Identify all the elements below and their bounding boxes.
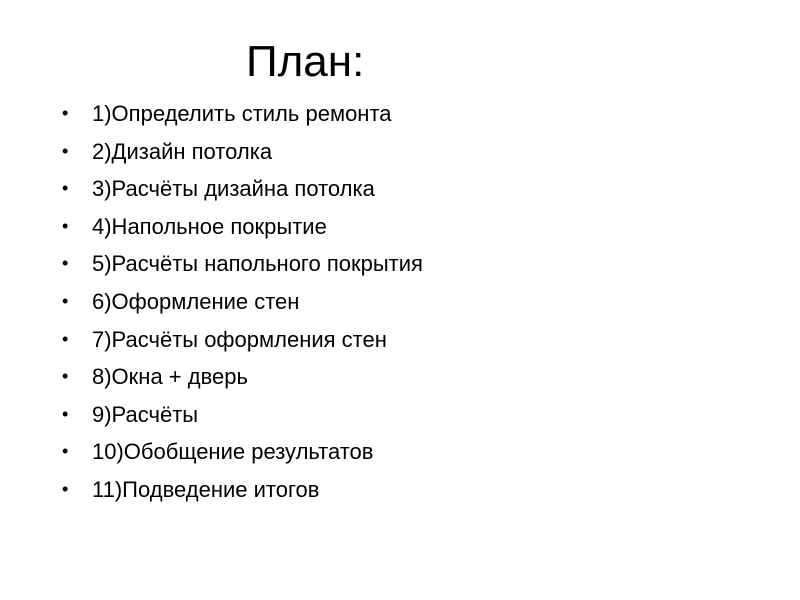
bullet-icon: • — [62, 140, 69, 161]
bullet-icon: • — [62, 103, 69, 123]
bullet-icon: • — [62, 366, 69, 387]
list-item-text: 11)Подведение итогов — [92, 476, 320, 502]
list-item — [56, 358, 423, 396]
list-item-text: 6)Оформление стен — [92, 288, 300, 314]
bullet-icon: • — [62, 178, 69, 199]
bullet-icon: • — [62, 478, 69, 499]
plan-list — [56, 95, 423, 509]
bullet-icon: • — [62, 403, 69, 424]
list-item — [56, 133, 423, 171]
list-item-text: 1)Определить стиль ремонта — [92, 101, 392, 126]
list-item — [56, 471, 423, 509]
list-item — [56, 433, 423, 471]
list-item-text: 8)Окна + дверь — [92, 364, 248, 390]
list-item-text: 7)Расчёты оформления стен — [92, 326, 387, 352]
list-item-text: 9)Расчёты — [92, 401, 199, 427]
list-item-text: 2)Дизайн потолка — [92, 138, 273, 164]
list-item — [56, 321, 423, 359]
list-item-text: 3)Расчёты дизайна потолка — [92, 176, 375, 202]
list-item — [56, 283, 423, 321]
bullet-icon: • — [62, 441, 69, 462]
bullet-icon: • — [62, 328, 69, 349]
slide-title: План: — [246, 37, 365, 86]
list-item-text: 10)Обобщение результатов — [92, 439, 374, 465]
list-item — [56, 208, 423, 246]
bullet-icon: • — [62, 290, 69, 311]
list-item-text: 4)Напольное покрытие — [92, 213, 327, 239]
list-item — [56, 245, 423, 283]
bullet-icon: • — [62, 215, 69, 236]
bullet-icon: • — [62, 253, 69, 274]
list-item — [56, 396, 423, 434]
list-item — [56, 170, 423, 208]
list-item — [56, 95, 423, 133]
list-item-text: 5)Расчёты напольного покрытия — [92, 251, 423, 277]
